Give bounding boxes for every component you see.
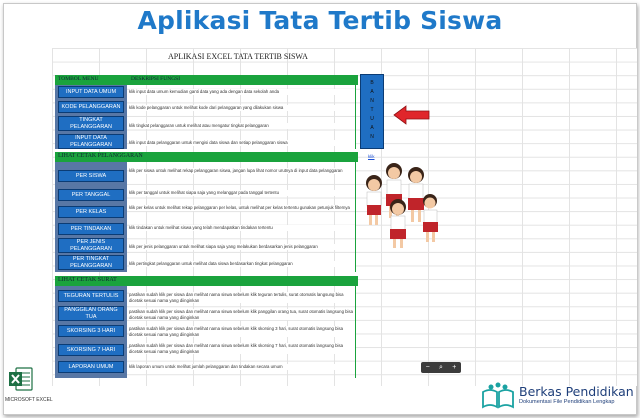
bantuan-letter: T [370,107,374,113]
zoom-out-button[interactable]: − [425,364,430,371]
bantuan-letter: N [370,98,374,104]
section-cetak-surat-label: LIHAT CETAK SURAT [58,277,117,283]
per-jenis-pelanggaran-desc: klik per jenis pelanggaran untuk melihat siapa saja yang melakukan berdasarkan jenis pelanggaran [129,244,355,250]
column-divider [355,286,356,378]
section-cetak-surat [55,276,358,286]
kode-pelanggaran-desc: klik kode pelanggaran untuk melihat kode dari pelanggaran yang dilakukan siswa [129,105,355,111]
kode-pelanggaran-button[interactable]: KODE PELANGGARAN [58,101,124,113]
input-data-umum-button[interactable]: INPUT DATA UMUM [58,86,124,98]
page-title: Aplikasi Tata Tertib Siswa [137,6,503,35]
per-tindakan-desc: klik tindakan untuk melihat siswa yang telah mendapatkan tindakan tertentu [129,225,355,231]
teguran-tertulis-button[interactable]: TEGURAN TERTULIS [58,290,124,302]
header-tombol-menu: TOMBOL MENU [58,76,99,82]
bantuan-letter: B [370,80,374,86]
per-tingkat-pelanggaran-desc: klik pertingkat pelanggaran untuk melihat data siswa berdasarkan tingkat pelanggaran [129,261,355,267]
per-siswa-desc: klik per siswa untuk melihat rekap pelanggaran siswa, jangan lupa lihat nomor urutnya di input data pelanggaran [129,168,355,174]
zoom-in-button[interactable]: + [452,364,457,371]
student-figure [408,167,424,222]
bantuan-letter: U [370,116,374,122]
column-divider [355,162,356,272]
bantuan-button[interactable] [360,74,384,149]
teguran-tertulis-desc: pastikan sudah klik per siswa dan melihat nama siswa sebelum klik teguran tertulis, surat otomatis langsung bisa dicetak sesuai nama yang diinginkan [129,292,355,303]
per-tingkat-pelanggaran-button[interactable]: PER TINGKAT PELANGGARAN [58,255,124,270]
section-cetak-pelanggaran-label: LIHAT CETAK PELANGGARAN [58,153,143,159]
column-divider [355,85,356,149]
bantuan-letter: A [370,89,374,95]
arrow-left-icon [392,104,432,126]
tingkat-pelanggaran-button[interactable]: TINGKAT PELANGGARAN [58,116,124,131]
book-logo-icon [480,382,516,410]
brand-tagline: Dokumentasi File Pendidikan Lengkap [519,399,615,405]
excel-label: MICROSOFT EXCEL [5,397,53,403]
sheet-title: APLIKASI EXCEL TATA TERTIB SISWA [168,52,308,61]
zoom-search-icon[interactable]: ⌕ [439,364,443,371]
laporan-umum-desc: klik laporan umum untuk melihat jumlah pelanggaran dan tindakan secara umum [129,364,355,370]
spreadsheet-area [52,48,637,386]
zoom-control [421,362,461,373]
students-illustration [360,155,442,250]
skorsing-3-hari-button[interactable]: SKORSING 3 HARI [58,325,124,337]
student-figure [366,175,382,225]
panggilan-orang-tua-desc: pastikan sudah klik per siswa dan melihat nama siswa sebelum klik panggilan orang tua, surat otomatis langsung bisa dicetak sesuai nama yang diinginkan [129,309,354,320]
per-kelas-desc: klik per kelas untuk melihat rekap pelanggaran per kelas, untuk melihat per kelas tertentu gunakan petunjuk filternya [129,205,355,211]
header-row [55,75,358,85]
skorsing-7-hari-desc: pastikan sudah klik per siswa dan melihat nama siswa sebelum klik skorsing 7 hari, surat otomatis langsung bisa dicetak sesuai nama yang diinginkan [129,343,355,354]
input-data-pelanggaran-button[interactable]: INPUT DATA PELANGGARAN [58,134,124,149]
input-data-pelanggaran-desc: klik input data pelanggaran untuk mengisi data siswa dan setiap pelanggaran siswa [129,140,355,146]
per-kelas-button[interactable]: PER KELAS [58,206,124,218]
student-figure [390,199,406,248]
panggilan-orang-tua-button[interactable]: PANGGILAN ORANG TUA [58,306,124,321]
per-tanggal-desc: klik per tanggal untuk melihat siapa saja yang melanggar pada tanggal tertentu [129,190,355,196]
tingkat-pelanggaran-desc: klik tingkat pelanggaran untuk melihat atau mengatur tingkat pelanggaran [129,123,355,129]
excel-logo-icon [8,366,34,392]
bantuan-letter: N [370,134,374,140]
per-tindakan-button[interactable]: PER TINDAKAN [58,223,124,235]
klik-link[interactable]: klik [368,154,375,159]
per-siswa-button[interactable]: PER SISWA [58,170,124,182]
header-deskripsi-fungsi: DESKRIPSI FUNGSI [131,76,181,82]
skorsing-3-hari-desc: pastikan sudah klik per siswa dan melihat nama siswa sebelum klik skorsing 3 hari, surat otomatis langsung bisa dicetak sesuai nama yang diinginkan [129,326,355,337]
student-figure [423,194,438,242]
section-cetak-pelanggaran [55,152,358,162]
per-jenis-pelanggaran-button[interactable]: PER JENIS PELANGGARAN [58,238,124,253]
laporan-umum-button[interactable]: LAPORAN UMUM [58,361,124,373]
input-data-umum-desc: klik input data umum kemudian ganti data yang ada dengan data sekolah anda [129,89,355,95]
brand-name: Berkas Pendidikan [519,384,634,399]
skorsing-7-hari-button[interactable]: SKORSING 7 HARI [58,344,124,356]
per-tanggal-button[interactable]: PER TANGGAL [58,189,124,201]
bantuan-letter: A [370,125,374,131]
